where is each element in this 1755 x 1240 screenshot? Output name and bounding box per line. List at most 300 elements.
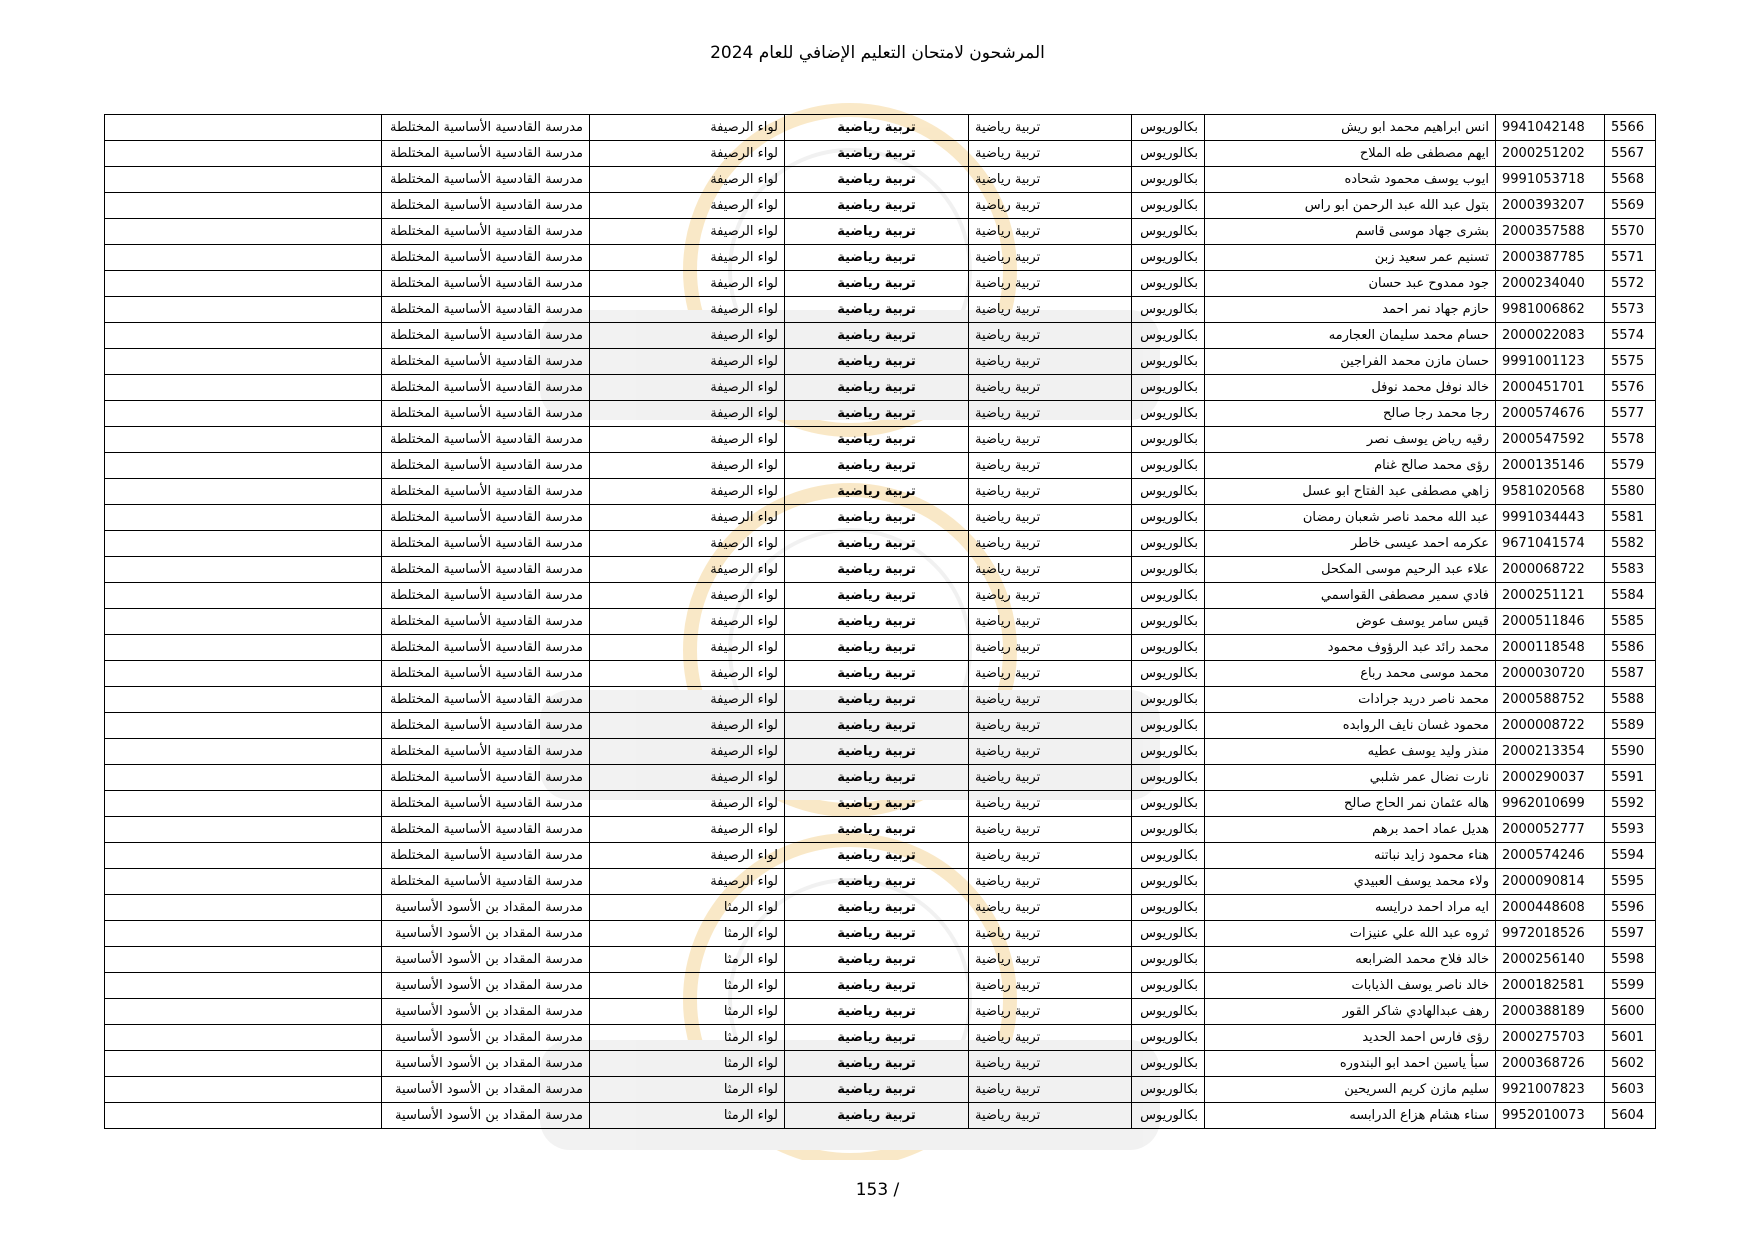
national-id-cell: 2000135146 [1496, 453, 1605, 479]
specialization-cell: تربية رياضية [969, 1103, 1132, 1129]
blank-cell [105, 687, 382, 713]
specialization-cell: تربية رياضية [969, 531, 1132, 557]
school-cell: مدرسة القادسية الأساسية المختلطة [382, 713, 590, 739]
national-id-cell: 2000275703 [1496, 1025, 1605, 1051]
blank-cell [105, 661, 382, 687]
directorate-cell: لواء الرصيفة [590, 375, 785, 401]
degree-cell: بكالوريوس [1132, 609, 1205, 635]
specialization-cell: تربية رياضية [969, 895, 1132, 921]
subject-cell: تربية رياضية [785, 583, 969, 609]
subject-cell: تربية رياضية [785, 115, 969, 141]
serial-cell: 5580 [1605, 479, 1656, 505]
school-cell: مدرسة المقداد بن الأسود الأساسية [382, 895, 590, 921]
name-cell: رهف عبدالهادي شاكر القور [1205, 999, 1496, 1025]
national-id-cell: 2000387785 [1496, 245, 1605, 271]
degree-cell: بكالوريوس [1132, 323, 1205, 349]
school-cell: مدرسة القادسية الأساسية المختلطة [382, 167, 590, 193]
blank-cell [105, 869, 382, 895]
page-number: 153 / [855, 1180, 900, 1200]
school-cell: مدرسة القادسية الأساسية المختلطة [382, 843, 590, 869]
subject-cell: تربية رياضية [785, 1051, 969, 1077]
school-cell: مدرسة القادسية الأساسية المختلطة [382, 375, 590, 401]
school-cell: مدرسة القادسية الأساسية المختلطة [382, 765, 590, 791]
serial-cell: 5582 [1605, 531, 1656, 557]
school-cell: مدرسة القادسية الأساسية المختلطة [382, 453, 590, 479]
school-cell: مدرسة المقداد بن الأسود الأساسية [382, 1103, 590, 1129]
name-cell: سليم مازن كريم السريحين [1205, 1077, 1496, 1103]
blank-cell [105, 271, 382, 297]
name-cell: جود ممدوح عبد حسان [1205, 271, 1496, 297]
directorate-cell: لواء الرصيفة [590, 687, 785, 713]
serial-cell: 5579 [1605, 453, 1656, 479]
specialization-cell: تربية رياضية [969, 245, 1132, 271]
blank-cell [105, 1025, 382, 1051]
national-id-cell: 2000368726 [1496, 1051, 1605, 1077]
name-cell: ايه مراد احمد درايسه [1205, 895, 1496, 921]
blank-cell [105, 323, 382, 349]
table-row [105, 245, 1656, 271]
serial-cell: 5574 [1605, 323, 1656, 349]
specialization-cell: تربية رياضية [969, 843, 1132, 869]
national-id-cell: 2000451701 [1496, 375, 1605, 401]
degree-cell: بكالوريوس [1132, 1051, 1205, 1077]
directorate-cell: لواء الرصيفة [590, 453, 785, 479]
table-row [105, 687, 1656, 713]
directorate-cell: لواء الرصيفة [590, 531, 785, 557]
degree-cell: بكالوريوس [1132, 115, 1205, 141]
school-cell: مدرسة القادسية الأساسية المختلطة [382, 271, 590, 297]
serial-cell: 5567 [1605, 141, 1656, 167]
school-cell: مدرسة القادسية الأساسية المختلطة [382, 635, 590, 661]
name-cell: تسنيم عمر سعيد زبن [1205, 245, 1496, 271]
specialization-cell: تربية رياضية [969, 557, 1132, 583]
table-row [105, 401, 1656, 427]
table-row [105, 297, 1656, 323]
directorate-cell: لواء الرصيفة [590, 115, 785, 141]
national-id-cell: 2000052777 [1496, 817, 1605, 843]
name-cell: زاهي مصطفى عبد الفتاح ابو عسل [1205, 479, 1496, 505]
table-row [105, 375, 1656, 401]
subject-cell: تربية رياضية [785, 609, 969, 635]
name-cell: رقيه رياض يوسف نصر [1205, 427, 1496, 453]
national-id-cell: 9921007823 [1496, 1077, 1605, 1103]
school-cell: مدرسة القادسية الأساسية المختلطة [382, 661, 590, 687]
name-cell: ايهم مصطفى طه الملاح [1205, 141, 1496, 167]
serial-cell: 5588 [1605, 687, 1656, 713]
subject-cell: تربية رياضية [785, 427, 969, 453]
blank-cell [105, 193, 382, 219]
table-row [105, 1103, 1656, 1129]
school-cell: مدرسة القادسية الأساسية المختلطة [382, 297, 590, 323]
blank-cell [105, 115, 382, 141]
name-cell: ثروه عبد الله علي عنيزات [1205, 921, 1496, 947]
school-cell: مدرسة القادسية الأساسية المختلطة [382, 141, 590, 167]
directorate-cell: لواء الرصيفة [590, 765, 785, 791]
directorate-cell: لواء الرصيفة [590, 583, 785, 609]
school-cell: مدرسة القادسية الأساسية المختلطة [382, 583, 590, 609]
blank-cell [105, 713, 382, 739]
table-row [105, 817, 1656, 843]
blank-cell [105, 219, 382, 245]
serial-cell: 5575 [1605, 349, 1656, 375]
subject-cell: تربية رياضية [785, 635, 969, 661]
directorate-cell: لواء الرصيفة [590, 843, 785, 869]
subject-cell: تربية رياضية [785, 297, 969, 323]
school-cell: مدرسة المقداد بن الأسود الأساسية [382, 973, 590, 999]
table-row [105, 115, 1656, 141]
name-cell: منذر وليد يوسف عطيه [1205, 739, 1496, 765]
school-cell: مدرسة القادسية الأساسية المختلطة [382, 817, 590, 843]
serial-cell: 5602 [1605, 1051, 1656, 1077]
specialization-cell: تربية رياضية [969, 635, 1132, 661]
directorate-cell: لواء الرصيفة [590, 609, 785, 635]
subject-cell: تربية رياضية [785, 557, 969, 583]
blank-cell [105, 609, 382, 635]
subject-cell: تربية رياضية [785, 687, 969, 713]
school-cell: مدرسة المقداد بن الأسود الأساسية [382, 1051, 590, 1077]
subject-cell: تربية رياضية [785, 947, 969, 973]
national-id-cell: 2000068722 [1496, 557, 1605, 583]
national-id-cell: 2000008722 [1496, 713, 1605, 739]
school-cell: مدرسة القادسية الأساسية المختلطة [382, 609, 590, 635]
degree-cell: بكالوريوس [1132, 843, 1205, 869]
table-row [105, 583, 1656, 609]
subject-cell: تربية رياضية [785, 401, 969, 427]
name-cell: محمد رائد عبد الرؤوف محمود [1205, 635, 1496, 661]
specialization-cell: تربية رياضية [969, 219, 1132, 245]
serial-cell: 5576 [1605, 375, 1656, 401]
serial-cell: 5578 [1605, 427, 1656, 453]
directorate-cell: لواء الرمثا [590, 895, 785, 921]
table-row [105, 635, 1656, 661]
degree-cell: بكالوريوس [1132, 505, 1205, 531]
name-cell: قيس سامر يوسف عوض [1205, 609, 1496, 635]
subject-cell: تربية رياضية [785, 167, 969, 193]
name-cell: حسام محمد سليمان العجارمه [1205, 323, 1496, 349]
table-row [105, 765, 1656, 791]
blank-cell [105, 583, 382, 609]
subject-cell: تربية رياضية [785, 323, 969, 349]
table-row [105, 1051, 1656, 1077]
table-row [105, 557, 1656, 583]
subject-cell: تربية رياضية [785, 999, 969, 1025]
name-cell: ولاء محمد يوسف العبيدي [1205, 869, 1496, 895]
school-cell: مدرسة المقداد بن الأسود الأساسية [382, 1077, 590, 1103]
degree-cell: بكالوريوس [1132, 453, 1205, 479]
blank-cell [105, 245, 382, 271]
specialization-cell: تربية رياضية [969, 869, 1132, 895]
serial-cell: 5589 [1605, 713, 1656, 739]
specialization-cell: تربية رياضية [969, 739, 1132, 765]
subject-cell: تربية رياضية [785, 713, 969, 739]
directorate-cell: لواء الرمثا [590, 947, 785, 973]
serial-cell: 5586 [1605, 635, 1656, 661]
name-cell: نارت نضال عمر شلبي [1205, 765, 1496, 791]
blank-cell [105, 401, 382, 427]
specialization-cell: تربية رياضية [969, 947, 1132, 973]
national-id-cell: 2000030720 [1496, 661, 1605, 687]
specialization-cell: تربية رياضية [969, 453, 1132, 479]
subject-cell: تربية رياضية [785, 245, 969, 271]
specialization-cell: تربية رياضية [969, 115, 1132, 141]
degree-cell: بكالوريوس [1132, 1077, 1205, 1103]
specialization-cell: تربية رياضية [969, 401, 1132, 427]
degree-cell: بكالوريوس [1132, 479, 1205, 505]
subject-cell: تربية رياضية [785, 791, 969, 817]
directorate-cell: لواء الرصيفة [590, 297, 785, 323]
serial-cell: 5604 [1605, 1103, 1656, 1129]
directorate-cell: لواء الرصيفة [590, 635, 785, 661]
directorate-cell: لواء الرمثا [590, 1025, 785, 1051]
blank-cell [105, 921, 382, 947]
national-id-cell: 2000393207 [1496, 193, 1605, 219]
serial-cell: 5569 [1605, 193, 1656, 219]
national-id-cell: 2000256140 [1496, 947, 1605, 973]
subject-cell: تربية رياضية [785, 505, 969, 531]
specialization-cell: تربية رياضية [969, 583, 1132, 609]
subject-cell: تربية رياضية [785, 453, 969, 479]
degree-cell: بكالوريوس [1132, 401, 1205, 427]
national-id-cell: 9991053718 [1496, 167, 1605, 193]
school-cell: مدرسة القادسية الأساسية المختلطة [382, 349, 590, 375]
table-row [105, 791, 1656, 817]
national-id-cell: 2000574246 [1496, 843, 1605, 869]
serial-cell: 5595 [1605, 869, 1656, 895]
degree-cell: بكالوريوس [1132, 817, 1205, 843]
table-row [105, 349, 1656, 375]
directorate-cell: لواء الرصيفة [590, 167, 785, 193]
directorate-cell: لواء الرصيفة [590, 245, 785, 271]
serial-cell: 5583 [1605, 557, 1656, 583]
specialization-cell: تربية رياضية [969, 193, 1132, 219]
subject-cell: تربية رياضية [785, 973, 969, 999]
national-id-cell: 2000511846 [1496, 609, 1605, 635]
degree-cell: بكالوريوس [1132, 1103, 1205, 1129]
serial-cell: 5566 [1605, 115, 1656, 141]
directorate-cell: لواء الرصيفة [590, 869, 785, 895]
degree-cell: بكالوريوس [1132, 765, 1205, 791]
school-cell: مدرسة القادسية الأساسية المختلطة [382, 531, 590, 557]
table-row [105, 505, 1656, 531]
name-cell: حسان مازن محمد الفراجين [1205, 349, 1496, 375]
blank-cell [105, 765, 382, 791]
school-cell: مدرسة المقداد بن الأسود الأساسية [382, 1025, 590, 1051]
school-cell: مدرسة المقداد بن الأسود الأساسية [382, 947, 590, 973]
specialization-cell: تربية رياضية [969, 141, 1132, 167]
degree-cell: بكالوريوس [1132, 973, 1205, 999]
national-id-cell: 2000588752 [1496, 687, 1605, 713]
name-cell: هناء محمود زايد نباتنه [1205, 843, 1496, 869]
specialization-cell: تربية رياضية [969, 479, 1132, 505]
directorate-cell: لواء الرصيفة [590, 661, 785, 687]
blank-cell [105, 297, 382, 323]
national-id-cell: 2000448608 [1496, 895, 1605, 921]
subject-cell: تربية رياضية [785, 271, 969, 297]
directorate-cell: لواء الرمثا [590, 1077, 785, 1103]
specialization-cell: تربية رياضية [969, 1025, 1132, 1051]
specialization-cell: تربية رياضية [969, 1051, 1132, 1077]
national-id-cell: 2000213354 [1496, 739, 1605, 765]
degree-cell: بكالوريوس [1132, 245, 1205, 271]
school-cell: مدرسة القادسية الأساسية المختلطة [382, 193, 590, 219]
table-row [105, 609, 1656, 635]
subject-cell: تربية رياضية [785, 1077, 969, 1103]
degree-cell: بكالوريوس [1132, 999, 1205, 1025]
national-id-cell: 2000251202 [1496, 141, 1605, 167]
blank-cell [105, 427, 382, 453]
school-cell: مدرسة القادسية الأساسية المختلطة [382, 427, 590, 453]
national-id-cell: 9671041574 [1496, 531, 1605, 557]
table-row [105, 921, 1656, 947]
national-id-cell: 2000547592 [1496, 427, 1605, 453]
name-cell: بتول عبد الله عبد الرحمن ابو راس [1205, 193, 1496, 219]
table-row [105, 947, 1656, 973]
serial-cell: 5568 [1605, 167, 1656, 193]
table-row [105, 973, 1656, 999]
degree-cell: بكالوريوس [1132, 661, 1205, 687]
directorate-cell: لواء الرصيفة [590, 193, 785, 219]
serial-cell: 5587 [1605, 661, 1656, 687]
table-row [105, 141, 1656, 167]
national-id-cell: 2000118548 [1496, 635, 1605, 661]
degree-cell: بكالوريوس [1132, 791, 1205, 817]
table-row [105, 479, 1656, 505]
subject-cell: تربية رياضية [785, 531, 969, 557]
directorate-cell: لواء الرصيفة [590, 349, 785, 375]
subject-cell: تربية رياضية [785, 739, 969, 765]
blank-cell [105, 999, 382, 1025]
directorate-cell: لواء الرصيفة [590, 271, 785, 297]
national-id-cell: 2000251121 [1496, 583, 1605, 609]
degree-cell: بكالوريوس [1132, 271, 1205, 297]
national-id-cell: 9581020568 [1496, 479, 1605, 505]
blank-cell [105, 947, 382, 973]
specialization-cell: تربية رياضية [969, 609, 1132, 635]
name-cell: ايوب يوسف محمود شحاده [1205, 167, 1496, 193]
specialization-cell: تربية رياضية [969, 427, 1132, 453]
degree-cell: بكالوريوس [1132, 349, 1205, 375]
name-cell: خالد نوفل محمد نوفل [1205, 375, 1496, 401]
serial-cell: 5601 [1605, 1025, 1656, 1051]
degree-cell: بكالوريوس [1132, 713, 1205, 739]
name-cell: محمد ناصر دريد جرادات [1205, 687, 1496, 713]
school-cell: مدرسة القادسية الأساسية المختلطة [382, 557, 590, 583]
school-cell: مدرسة القادسية الأساسية المختلطة [382, 245, 590, 271]
directorate-cell: لواء الرصيفة [590, 713, 785, 739]
subject-cell: تربية رياضية [785, 193, 969, 219]
name-cell: فادي سمير مصطفى القواسمي [1205, 583, 1496, 609]
national-id-cell: 2000574676 [1496, 401, 1605, 427]
degree-cell: بكالوريوس [1132, 557, 1205, 583]
specialization-cell: تربية رياضية [969, 297, 1132, 323]
table-row [105, 843, 1656, 869]
subject-cell: تربية رياضية [785, 765, 969, 791]
specialization-cell: تربية رياضية [969, 271, 1132, 297]
serial-cell: 5577 [1605, 401, 1656, 427]
degree-cell: بكالوريوس [1132, 947, 1205, 973]
directorate-cell: لواء الرمثا [590, 1103, 785, 1129]
school-cell: مدرسة المقداد بن الأسود الأساسية [382, 921, 590, 947]
subject-cell: تربية رياضية [785, 1025, 969, 1051]
national-id-cell: 9991001123 [1496, 349, 1605, 375]
serial-cell: 5581 [1605, 505, 1656, 531]
degree-cell: بكالوريوس [1132, 739, 1205, 765]
serial-cell: 5584 [1605, 583, 1656, 609]
name-cell: سبأ ياسين احمد ابو البندوره [1205, 1051, 1496, 1077]
directorate-cell: لواء الرمثا [590, 921, 785, 947]
national-id-cell: 9972018526 [1496, 921, 1605, 947]
subject-cell: تربية رياضية [785, 375, 969, 401]
subject-cell: تربية رياضية [785, 1103, 969, 1129]
serial-cell: 5598 [1605, 947, 1656, 973]
school-cell: مدرسة القادسية الأساسية المختلطة [382, 869, 590, 895]
table-row [105, 869, 1656, 895]
school-cell: مدرسة القادسية الأساسية المختلطة [382, 115, 590, 141]
directorate-cell: لواء الرصيفة [590, 427, 785, 453]
national-id-cell: 2000022083 [1496, 323, 1605, 349]
name-cell: انس ابراهيم محمد ابو ريش [1205, 115, 1496, 141]
national-id-cell: 9941042148 [1496, 115, 1605, 141]
serial-cell: 5590 [1605, 739, 1656, 765]
directorate-cell: لواء الرصيفة [590, 817, 785, 843]
specialization-cell: تربية رياضية [969, 167, 1132, 193]
subject-cell: تربية رياضية [785, 921, 969, 947]
subject-cell: تربية رياضية [785, 219, 969, 245]
specialization-cell: تربية رياضية [969, 687, 1132, 713]
national-id-cell: 2000090814 [1496, 869, 1605, 895]
table-row [105, 193, 1656, 219]
page-title: المرشحون لامتحان التعليم الإضافي للعام 2024 [710, 43, 1045, 63]
degree-cell: بكالوريوس [1132, 583, 1205, 609]
serial-cell: 5591 [1605, 765, 1656, 791]
name-cell: علاء عبد الرحيم موسى المكحل [1205, 557, 1496, 583]
specialization-cell: تربية رياضية [969, 713, 1132, 739]
name-cell: هديل عماد احمد برهم [1205, 817, 1496, 843]
table-row [105, 453, 1656, 479]
specialization-cell: تربية رياضية [969, 921, 1132, 947]
name-cell: محمد موسى محمد رباع [1205, 661, 1496, 687]
school-cell: مدرسة القادسية الأساسية المختلطة [382, 687, 590, 713]
directorate-cell: لواء الرصيفة [590, 739, 785, 765]
degree-cell: بكالوريوس [1132, 219, 1205, 245]
serial-cell: 5600 [1605, 999, 1656, 1025]
serial-cell: 5573 [1605, 297, 1656, 323]
national-id-cell: 2000357588 [1496, 219, 1605, 245]
school-cell: مدرسة المقداد بن الأسود الأساسية [382, 999, 590, 1025]
directorate-cell: لواء الرصيفة [590, 323, 785, 349]
blank-cell [105, 453, 382, 479]
table-row [105, 1077, 1656, 1103]
directorate-cell: لواء الرصيفة [590, 401, 785, 427]
name-cell: رؤى فارس احمد الحديد [1205, 1025, 1496, 1051]
school-cell: مدرسة القادسية الأساسية المختلطة [382, 505, 590, 531]
serial-cell: 5593 [1605, 817, 1656, 843]
serial-cell: 5571 [1605, 245, 1656, 271]
serial-cell: 5594 [1605, 843, 1656, 869]
serial-cell: 5596 [1605, 895, 1656, 921]
table-row [105, 219, 1656, 245]
degree-cell: بكالوريوس [1132, 1025, 1205, 1051]
name-cell: رؤى محمد صالح غنام [1205, 453, 1496, 479]
name-cell: هاله عثمان نمر الحاج صالح [1205, 791, 1496, 817]
blank-cell [105, 349, 382, 375]
name-cell: بشرى جهاد موسى قاسم [1205, 219, 1496, 245]
degree-cell: بكالوريوس [1132, 141, 1205, 167]
blank-cell [105, 1077, 382, 1103]
directorate-cell: لواء الرصيفة [590, 219, 785, 245]
name-cell: سناء هشام هزاع الدرابسه [1205, 1103, 1496, 1129]
directorate-cell: لواء الرصيفة [590, 791, 785, 817]
